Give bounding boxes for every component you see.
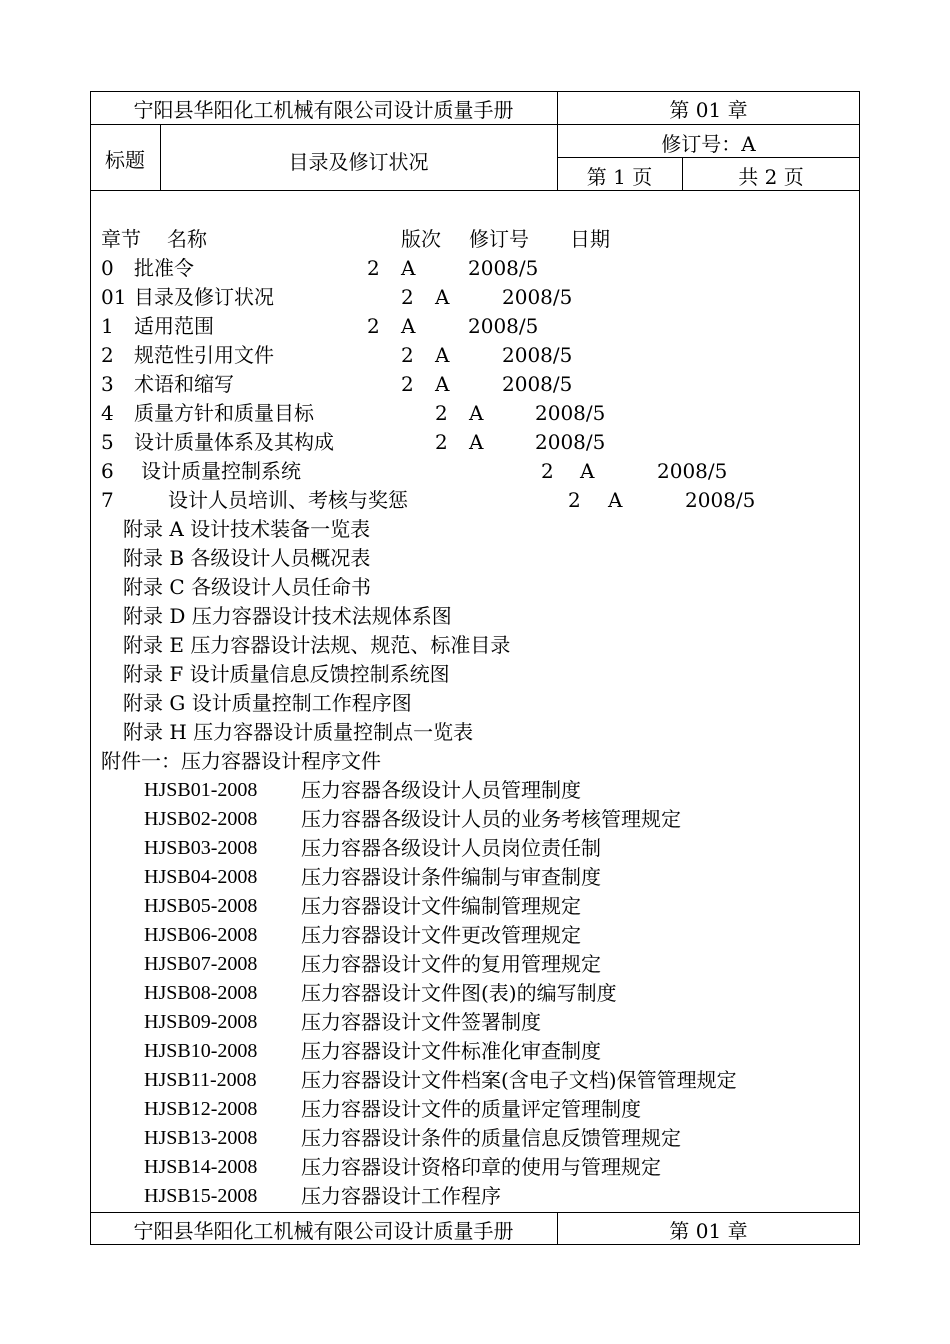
procedure-title: 压力容器各级设计人员的业务考核管理规定 (301, 807, 681, 831)
revision-number: 修订号：A (661, 132, 756, 156)
toc-edition: 2 (435, 430, 448, 454)
company-manual-title: 宁阳县华阳化工机械有限公司设计质量手册 (133, 98, 514, 122)
toc-date: 2008/5 (657, 459, 728, 483)
procedure-title: 压力容器设计文件签署制度 (301, 1010, 541, 1034)
toc-header-name: 名称 (167, 227, 207, 251)
toc-date: 2008/5 (535, 401, 606, 425)
page-number: 第 1 页 (586, 165, 653, 189)
title-value: 目录及修订状况 (288, 150, 429, 174)
toc-date: 2008/5 (535, 430, 606, 454)
appendix-item: 附录 H 压力容器设计质量控制点一览表 (123, 720, 474, 744)
procedure-code: HJSB14-2008 (144, 1156, 258, 1178)
footer-top-line (90, 1212, 860, 1213)
toc-title: 术语和缩写 (134, 372, 234, 396)
procedure-code: HJSB05-2008 (144, 895, 258, 917)
toc-date: 2008/5 (468, 256, 539, 280)
procedure-code: HJSB13-2008 (144, 1127, 258, 1149)
appendix-item: 附录 G 设计质量控制工作程序图 (123, 691, 412, 715)
appendix-item: 附录 F 设计质量信息反馈控制系统图 (123, 662, 450, 686)
toc-title: 设计人员培训、考核与奖惩 (168, 488, 408, 512)
footer-company-manual: 宁阳县华阳化工机械有限公司设计质量手册 (133, 1219, 514, 1243)
toc-edition: 2 (435, 401, 448, 425)
toc-title: 设计质量体系及其构成 (134, 430, 334, 454)
toc-edition: 2 (541, 459, 554, 483)
header-divider (557, 157, 860, 158)
toc-revision: A (469, 430, 484, 454)
toc-revision: A (401, 256, 416, 280)
toc-title: 规范性引用文件 (134, 343, 274, 367)
toc-revision: A (608, 488, 623, 512)
toc-revision: A (469, 401, 484, 425)
toc-revision: A (435, 372, 450, 396)
procedure-title: 压力容器设计文件的质量评定管理制度 (301, 1097, 641, 1121)
toc-date: 2008/5 (685, 488, 756, 512)
toc-revision: A (435, 285, 450, 309)
procedure-title: 压力容器设计文件图(表)的编写制度 (301, 981, 617, 1005)
procedure-code: HJSB03-2008 (144, 837, 258, 859)
procedure-code: HJSB15-2008 (144, 1185, 258, 1207)
procedure-title: 压力容器设计资格印章的使用与管理规定 (301, 1155, 661, 1179)
procedure-code: HJSB08-2008 (144, 982, 258, 1004)
appendix-item: 附录 C 各级设计人员任命书 (123, 575, 372, 599)
toc-title: 适用范围 (134, 314, 214, 338)
procedure-title: 压力容器各级设计人员岗位责任制 (301, 836, 601, 860)
toc-number: 3 (101, 372, 114, 396)
procedure-code: HJSB06-2008 (144, 924, 258, 946)
procedure-code: HJSB07-2008 (144, 953, 258, 975)
toc-edition: 2 (568, 488, 581, 512)
toc-header-date: 日期 (570, 227, 610, 251)
toc-edition: 2 (401, 372, 414, 396)
toc-header-revision: 修订号 (469, 227, 529, 251)
toc-edition: 2 (401, 285, 414, 309)
toc-number: 1 (101, 314, 114, 338)
procedure-title: 压力容器设计文件标准化审查制度 (301, 1039, 601, 1063)
toc-date: 2008/5 (468, 314, 539, 338)
appendix-item: 附录 B 各级设计人员概况表 (123, 546, 371, 570)
toc-header-edition: 版次 (401, 227, 441, 251)
toc-date: 2008/5 (502, 343, 573, 367)
attachment-title: 附件一：压力容器设计程序文件 (101, 749, 381, 773)
page-total: 共 2 页 (738, 165, 804, 189)
toc-number: 01 (101, 285, 127, 309)
toc-number: 5 (101, 430, 114, 454)
procedure-code: HJSB04-2008 (144, 866, 258, 888)
toc-title: 质量方针和质量目标 (134, 401, 314, 425)
header-divider (90, 124, 860, 125)
title-label: 标题 (105, 148, 145, 172)
procedure-title: 压力容器设计工作程序 (301, 1184, 501, 1208)
appendix-item: 附录 E 压力容器设计法规、规范、标准目录 (123, 633, 511, 657)
footer-chapter: 第 01 章 (669, 1219, 748, 1243)
procedure-code: HJSB09-2008 (144, 1011, 258, 1033)
toc-number: 0 (101, 256, 114, 280)
toc-number: 6 (101, 459, 114, 483)
toc-revision: A (435, 343, 450, 367)
chapter-label: 第 01 章 (669, 98, 748, 122)
toc-edition: 2 (401, 343, 414, 367)
procedure-title: 压力容器设计文件更改管理规定 (301, 923, 581, 947)
procedure-code: HJSB01-2008 (144, 779, 258, 801)
toc-revision: A (580, 459, 595, 483)
toc-title: 设计质量控制系统 (141, 459, 301, 483)
appendix-item: 附录 A 设计技术装备一览表 (123, 517, 371, 541)
toc-header-chapter: 章节 (101, 227, 141, 251)
procedure-title: 压力容器设计条件的质量信息反馈管理规定 (301, 1126, 681, 1150)
toc-number: 2 (101, 343, 114, 367)
toc-date: 2008/5 (502, 285, 573, 309)
procedure-code: HJSB02-2008 (144, 808, 258, 830)
toc-edition: 2 (367, 256, 380, 280)
header-bottom-line (90, 190, 860, 191)
procedure-title: 压力容器设计文件编制管理规定 (301, 894, 581, 918)
procedure-title: 压力容器设计条件编制与审查制度 (301, 865, 601, 889)
procedure-title: 压力容器各级设计人员管理制度 (301, 778, 581, 802)
procedure-code: HJSB10-2008 (144, 1040, 258, 1062)
toc-title: 目录及修订状况 (134, 285, 274, 309)
procedure-code: HJSB11-2008 (144, 1069, 257, 1091)
toc-number: 4 (101, 401, 114, 425)
appendix-item: 附录 D 压力容器设计技术法规体系图 (123, 604, 452, 628)
procedure-title: 压力容器设计文件的复用管理规定 (301, 952, 601, 976)
toc-title: 批准令 (134, 256, 194, 280)
procedure-code: HJSB12-2008 (144, 1098, 258, 1120)
procedure-title: 压力容器设计文件档案(含电子文档)保管管理规定 (301, 1068, 737, 1092)
toc-edition: 2 (367, 314, 380, 338)
toc-number: 7 (101, 488, 114, 512)
toc-date: 2008/5 (502, 372, 573, 396)
toc-revision: A (401, 314, 416, 338)
